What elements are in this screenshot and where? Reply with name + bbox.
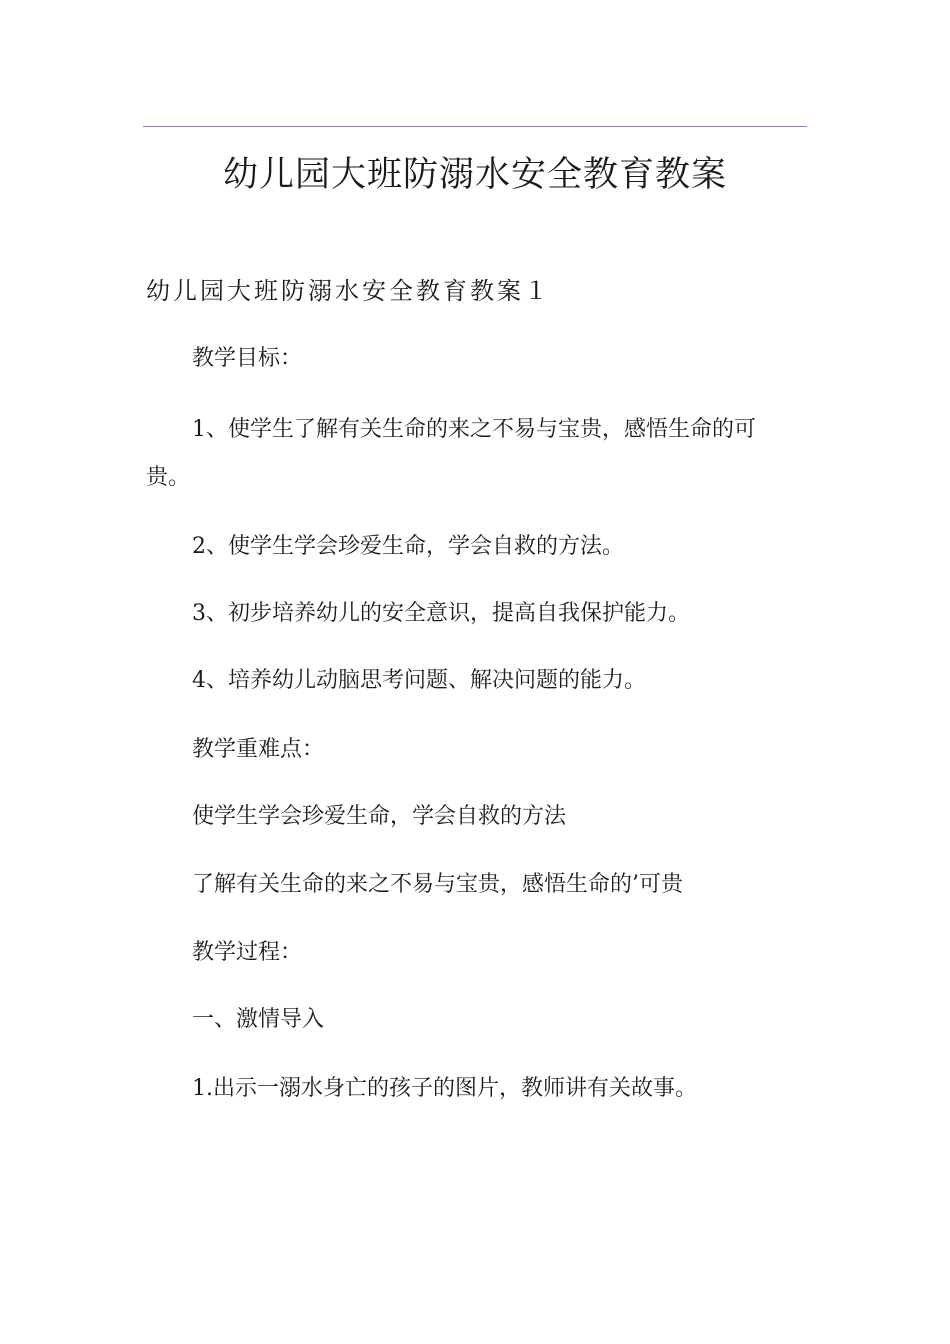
paragraph-key-point-2 xyxy=(146,868,810,901)
paragraph-goal-4 xyxy=(146,664,810,697)
paragraph-text: 教学重难点： xyxy=(192,737,325,762)
section-heading: 幼儿园大班防溺水安全教育教案１ xyxy=(146,277,551,305)
paragraph-text: 1、使学生了解有关生命的来之不易与宝贵，感悟生命的可 xyxy=(192,417,756,442)
paragraph-text: 贵。 xyxy=(146,465,191,490)
paragraph-step-heading xyxy=(146,1003,810,1036)
paragraph-text: 2、使学生学会珍爱生命，学会自救的方法。 xyxy=(192,534,624,559)
paragraph-text: 3、初步培养幼儿的安全意识，提高自我保护能力。 xyxy=(192,601,690,626)
paragraph-text: 4、培养幼儿动脑思考问题、解决问题的能力。 xyxy=(192,668,646,693)
paragraph-text: 一、激情导入 xyxy=(192,1007,325,1032)
paragraph-key-points-label xyxy=(146,733,810,766)
paragraph-text: 了解有关生命的来之不易与宝贵，感悟生命的’可贵 xyxy=(192,872,683,897)
paragraph-text: 教学目标： xyxy=(192,346,303,371)
paragraph-text: 教学过程： xyxy=(192,940,303,965)
paragraph-goal-1-continued xyxy=(146,461,810,494)
paragraph-text: 使学生学会珍爱生命，学会自救的方法 xyxy=(192,804,567,829)
paragraph-goal-1 xyxy=(146,413,810,446)
paragraph-teaching-goals-label xyxy=(146,342,810,375)
paragraph-step-1 xyxy=(146,1072,810,1105)
document-title: 幼儿园大班防溺水安全教育教案 xyxy=(222,155,727,195)
paragraph-text: 1.出示一溺水身亡的孩子的图片，教师讲有关故事。 xyxy=(192,1076,697,1101)
header-rule xyxy=(143,126,807,127)
paragraph-process-label xyxy=(146,936,810,969)
paragraph-goal-2 xyxy=(146,530,810,563)
paragraph-key-point-1 xyxy=(146,800,810,833)
paragraph-goal-3 xyxy=(146,597,810,630)
